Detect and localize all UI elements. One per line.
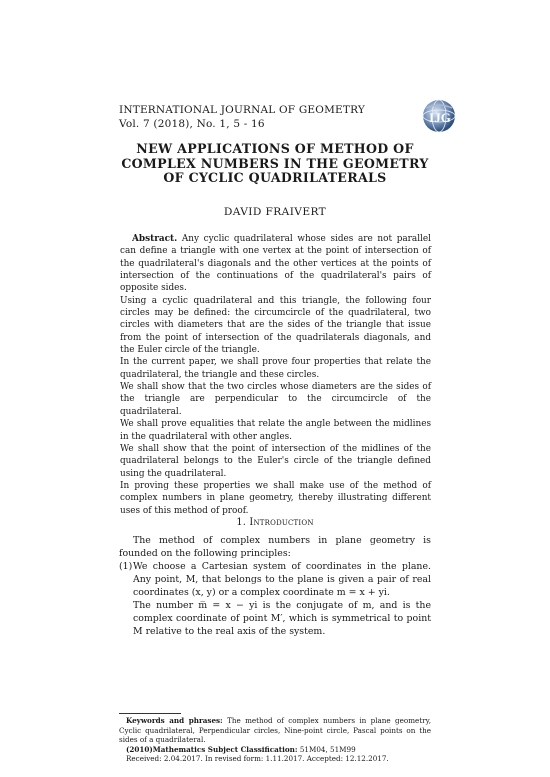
keywords-label: Keywords and phrases: xyxy=(126,716,223,725)
svg-text:IJG: IJG xyxy=(429,110,451,125)
title-line-3: OF CYCLIC QUADRILATERALS xyxy=(163,170,387,185)
abstract-paragraph: In the current paper, we shall prove four properties that relate the quadrilateral, the triangle and these circles. xyxy=(120,357,431,380)
footnote-rule xyxy=(119,713,181,714)
body-paragraph: The method of complex numbers in plane geometry is founded on the following principles: xyxy=(119,535,431,559)
section-title: Introduction xyxy=(249,517,314,528)
received-footnote: Received: 2.04.2017. In revised form: 1.11.2017. Accepted: 12.12.2017. xyxy=(126,754,389,764)
msc-label: (2010)Mathematics Subject Classification: xyxy=(126,744,298,754)
keywords-footnote xyxy=(119,716,431,745)
keywords-text: The method of complex numbers in plane geometry, Cyclic quadrilateral, Perpendicular circles, Nine-point circle, Pascal points on the sides of a quadrilateral. xyxy=(119,716,431,745)
msc-codes: 51M04, 51M99 xyxy=(299,744,356,754)
abstract-heading: Abstract. xyxy=(132,234,178,244)
list-item-text: We choose a Cartesian system of coordinates in the plane. Any point, M, that belongs to the plane is given a pair of real coordinates (x, y) or a complex coordinate m = x + yi. xyxy=(133,561,431,598)
journal-logo xyxy=(418,96,462,136)
abstract-paragraph: In proving these properties we shall make use of the method of complex numbers in plane geometry, thereby illustrating different uses of this method of proof. xyxy=(120,480,431,516)
msc-footnote xyxy=(119,745,431,755)
author-name: DAVID FRAIVERT xyxy=(223,206,327,218)
abstract xyxy=(120,233,431,517)
paper-title xyxy=(100,142,450,186)
title-line-2: COMPLEX NUMBERS IN THE GEOMETRY xyxy=(121,155,429,171)
abstract-paragraph: Using a cyclic quadrilateral and this triangle, the following four circles may be defined: the circumcircle of the quadrilateral, two circles with diameters that are the sides of the triangle that issue from the point of intersection of the quadrilaterals diagonals, and the Euler circle of the triangle. xyxy=(120,295,431,356)
journal-header xyxy=(119,103,365,131)
title-line-1: NEW APPLICATIONS OF METHOD OF xyxy=(136,141,414,156)
journal-name: INTERNATIONAL JOURNAL OF GEOMETRY xyxy=(119,104,366,116)
abstract-paragraph: We shall prove equalities that relate the angle between the midlines in the quadrilateral with other angles. xyxy=(120,419,431,442)
body-text xyxy=(119,534,431,638)
list-item xyxy=(119,560,431,638)
principles-list xyxy=(119,560,431,638)
section-number: 1. xyxy=(236,517,247,528)
abstract-paragraph: We shall show that the two circles whose diameters are the sides of the triangle are perpendicular to the circumcircle of the quadrilateral. xyxy=(120,382,431,417)
abstract-paragraph: Abstract. Any cyclic quadrilateral whose sides are not parallel can define a triangle with one vertex at the point of intersection of the quadrilateral's diagonals and the other vertices at the points of intersection of the continuations of the quadrilateral's pairs of opposite sides. xyxy=(120,234,431,294)
list-item-text: The number m̅ = x − yi is the conjugate of m, and is the complex coordinate of point M′, which is symmetrical to point M relative to the real axis of the system. xyxy=(133,600,431,637)
section-heading xyxy=(100,517,450,528)
list-item-number: (1) xyxy=(119,561,133,572)
journal-volume: Vol. 7 (2018), No. 1, 5 - 16 xyxy=(119,118,265,130)
abstract-paragraph: We shall show that the point of intersection of the midlines of the quadrilateral belongs to the Euler's circle of the triangle defined using the quadrilateral. xyxy=(120,443,431,479)
footnotes xyxy=(119,716,431,764)
